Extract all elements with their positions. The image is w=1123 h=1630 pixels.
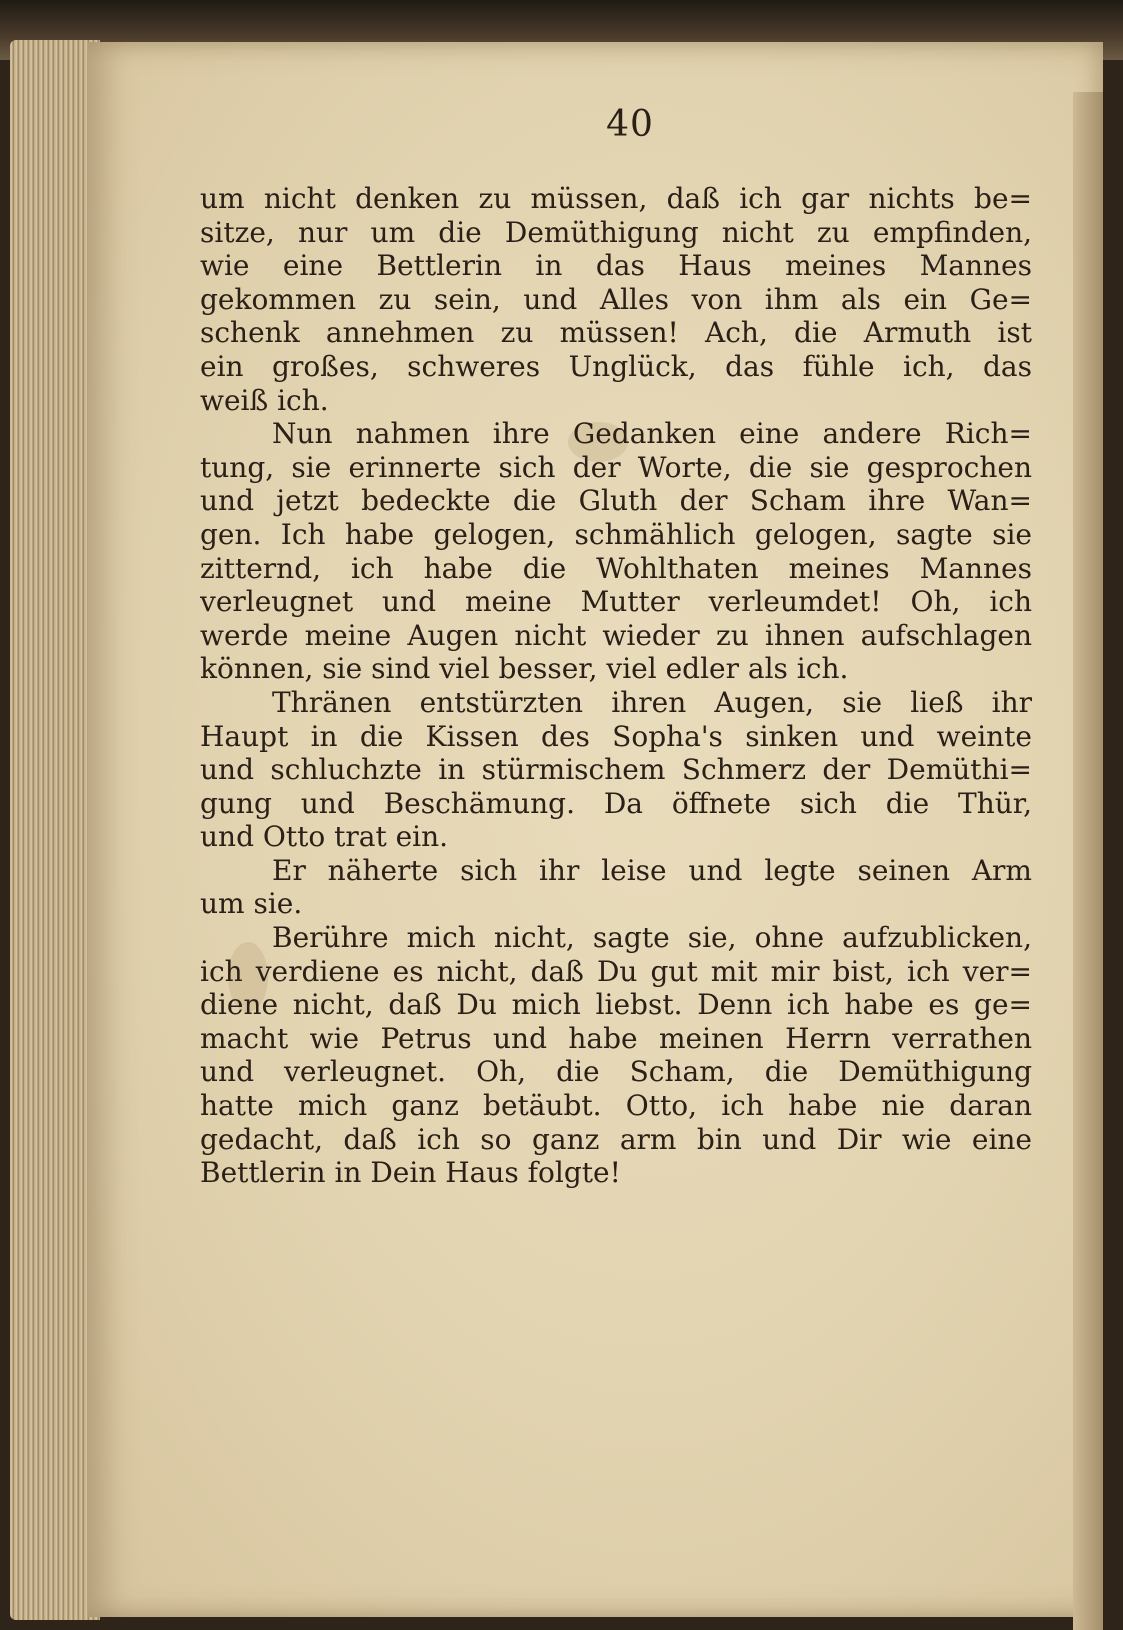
- text-line: weiß ich.: [200, 383, 329, 417]
- text-line: gung und Beschämung. Da öffnete sich die Thür,: [200, 786, 1032, 820]
- text-line: schenk annehmen zu müssen! Ach, die Armuth ist: [200, 316, 1032, 350]
- text-line: diene nicht, daß Du mich liebst. Denn ich habe es ge=: [200, 988, 1032, 1022]
- text-line: und schluchzte in stürmischem Schmerz der Demüthi=: [200, 753, 1032, 787]
- text-line: und Otto trat ein.: [200, 820, 449, 854]
- text-line: macht wie Petrus und habe meinen Herrn verrathen: [200, 1021, 1032, 1055]
- text-line: Er näherte sich ihr leise und legte seinen Arm: [272, 853, 1032, 887]
- page-stack-edges: [10, 40, 100, 1620]
- text-line: gekommen zu sein, und Alles von ihm als ein Ge=: [200, 282, 1032, 316]
- text-line: ein großes, schweres Unglück, das fühle ich, das: [200, 349, 1032, 383]
- text-line: Bettlerin in Dein Haus folgte!: [200, 1156, 621, 1190]
- page-number: 40: [606, 104, 654, 145]
- text-line: verleugnet und meine Mutter verleumdet! Oh, ich: [200, 585, 1032, 619]
- text-line: können, sie sind viel besser, viel edler als ich.: [200, 652, 849, 686]
- text-line: Nun nahmen ihre Gedanken eine andere Rich=: [272, 417, 1032, 451]
- text-line: Thränen entstürzten ihren Augen, sie ließ ihr: [272, 685, 1032, 719]
- text-line: und jetzt bedeckte die Gluth der Scham ihre Wan=: [200, 484, 1032, 518]
- text-line: gedacht, daß ich so ganz arm bin und Dir wie eine: [200, 1122, 1032, 1156]
- text-line: wie eine Bettlerin in das Haus meines Mannes: [200, 249, 1032, 283]
- text-line: Berühre mich nicht, sagte sie, ohne aufzublicken,: [272, 921, 1032, 955]
- text-line: werde meine Augen nicht wieder zu ihnen aufschlagen: [200, 618, 1032, 652]
- text-line: und verleugnet. Oh, die Scham, die Demüthigung: [200, 1055, 1032, 1089]
- text-line: gen. Ich habe gelogen, schmählich gelogen, sagte sie: [200, 517, 1032, 551]
- text-line: hatte mich ganz betäubt. Otto, ich habe nie daran: [200, 1089, 1032, 1123]
- text-line: sitze, nur um die Demüthigung nicht zu empfinden,: [200, 215, 1032, 249]
- text-line: ich verdiene es nicht, daß Du gut mit mir bist, ich ver=: [200, 954, 1032, 988]
- body-text: [200, 182, 1032, 1190]
- text-line: um nicht denken zu müssen, daß ich gar nichts be=: [200, 182, 1032, 215]
- text-line: um sie.: [200, 887, 303, 921]
- text-line: zitternd, ich habe die Wohlthaten meines Mannes: [200, 551, 1032, 585]
- page-right-edge: [1073, 92, 1103, 1630]
- text-line: tung, sie erinnerte sich der Worte, die sie gesprochen: [200, 450, 1032, 484]
- text-line: Haupt in die Kissen des Sopha's sinken und weinte: [200, 719, 1032, 753]
